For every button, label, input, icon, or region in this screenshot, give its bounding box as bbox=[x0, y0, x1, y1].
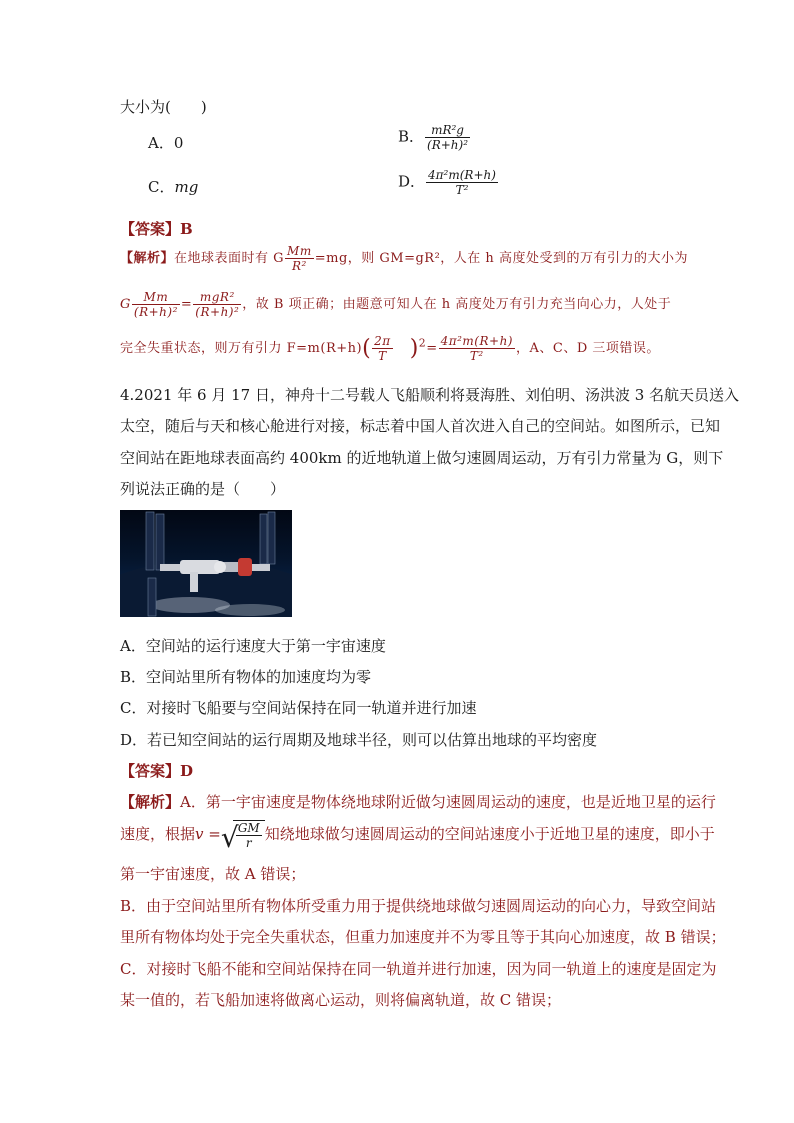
q4-analysis-line2 bbox=[120, 820, 715, 854]
numerator: 4π²m(R+h) bbox=[440, 334, 513, 348]
q4-stem-line3: 空间站在距地球表面高约 400km 的近地轨道上做匀速圆周运动，万有引力常量为 G，则下 bbox=[120, 449, 724, 467]
option-a bbox=[148, 133, 183, 153]
option-a-label: A． bbox=[148, 134, 174, 152]
paren-open: ( bbox=[362, 336, 372, 361]
analysis-text: 在地球表面时有 G bbox=[174, 251, 285, 266]
option-c-label: C． bbox=[148, 178, 175, 196]
paren-close: ) bbox=[409, 336, 419, 361]
q4-analysis-line1 bbox=[120, 792, 716, 812]
answer-prev: 【答案】B bbox=[120, 220, 193, 238]
option-b-denominator: (R+h)² bbox=[427, 138, 469, 152]
analysis-tag: 【解析】 bbox=[120, 793, 181, 811]
q4-option-d: D．若已知空间站的运行周期及地球半径，则可以估算出地球的平均密度 bbox=[120, 731, 598, 749]
q4-option-a: A．空间站的运行速度大于第一宇宙速度 bbox=[120, 637, 386, 655]
denominator: T bbox=[378, 349, 387, 363]
analysis-text: 速度，根据 bbox=[120, 825, 196, 843]
fraction bbox=[285, 244, 314, 273]
q4-stem-line1: 4.2021 年 6 月 17 日，神舟十二号载人飞船顺利将聂海胜、刘伯明、汤洪波 3 名航天员送入 bbox=[120, 386, 740, 404]
numerator: GM bbox=[237, 821, 260, 835]
analysis-text: A．第一宇宙速度是物体绕地球附近做匀速圆周运动的速度，也是近地卫星的运行 bbox=[180, 793, 716, 811]
analysis-tag: 【解析】 bbox=[120, 251, 175, 266]
fraction bbox=[372, 334, 393, 363]
formula-v: v = bbox=[195, 825, 221, 843]
option-b-label: B． bbox=[398, 127, 425, 146]
analysis-text: G bbox=[120, 297, 131, 312]
analysis-prev-line1 bbox=[120, 244, 688, 273]
fraction bbox=[132, 290, 180, 319]
analysis-text: = bbox=[180, 297, 193, 312]
option-d-denominator: T² bbox=[455, 183, 469, 197]
numerator: mgR² bbox=[193, 290, 241, 305]
analysis-text: ，故 B 项正确；由题意可知人在 h 高度处万有引力充当向心力，人处于 bbox=[242, 297, 672, 312]
option-d bbox=[398, 168, 499, 197]
q4-analysis-line5: 里所有物体均处于完全失重状态，但重力加速度并不为零且等于其向心加速度，故 B 错误； bbox=[120, 928, 726, 946]
space-station-illustration bbox=[120, 510, 292, 617]
denominator: T² bbox=[469, 349, 484, 363]
numerator: 2π bbox=[374, 334, 391, 348]
analysis-text: ，A、C、D 三项错误。 bbox=[516, 341, 660, 356]
analysis-prev-line3 bbox=[120, 334, 660, 363]
analysis-text: 完全失重状态，则万有引力 F=m(R+h) bbox=[120, 341, 363, 356]
denominator: r bbox=[245, 836, 252, 850]
option-b-fraction bbox=[425, 123, 470, 152]
q4-analysis-line6: C．对接时飞船不能和空间站保持在同一轨道并进行加速，因为同一轨道上的速度是固定为 bbox=[120, 960, 717, 978]
option-b-numerator: mR²g bbox=[425, 123, 470, 138]
numerator: Mm bbox=[287, 244, 312, 258]
question-stem-tail: 大小为( ) bbox=[120, 98, 207, 116]
answer-q4: 【答案】D bbox=[120, 762, 194, 780]
q4-stem-line2: 太空，随后与天和核心舱进行对接，标志着中国人首次进入自己的空间站。如图所示，已知 bbox=[120, 417, 721, 435]
denominator: (R+h)² bbox=[195, 305, 240, 319]
option-c bbox=[148, 177, 198, 197]
option-c-text: mg bbox=[174, 178, 199, 196]
denominator: (R+h)² bbox=[133, 305, 178, 319]
q4-option-b: B．空间站里所有物体的加速度均为零 bbox=[120, 668, 372, 686]
option-a-text: 0 bbox=[173, 134, 184, 152]
analysis-text: 知绕地球做匀速圆周运动的空间站速度小于近地卫星的速度，即小于 bbox=[264, 825, 715, 843]
option-d-fraction bbox=[426, 168, 498, 197]
option-d-numerator: 4π²m(R+h) bbox=[428, 168, 496, 182]
q4-analysis-line3: 第一宇宙速度，故 A 错误； bbox=[120, 865, 306, 883]
fraction bbox=[193, 290, 241, 319]
analysis-text: = bbox=[426, 341, 438, 356]
analysis-text: =mg，则 GM=gR²，人在 h 高度处受到的万有引力的大小为 bbox=[314, 251, 688, 266]
q4-stem-line4: 列说法正确的是（ ） bbox=[120, 480, 286, 498]
option-b bbox=[398, 123, 471, 152]
fraction bbox=[439, 334, 515, 363]
q4-analysis-line7: 某一值的，若飞船加速将做离心运动，则将偏离轨道，故 C 错误； bbox=[120, 991, 562, 1009]
q4-option-c: C．对接时飞船要与空间站保持在同一轨道并进行加速 bbox=[120, 699, 477, 717]
denominator: R² bbox=[291, 259, 307, 273]
space-station-photo bbox=[120, 510, 292, 617]
option-d-label: D． bbox=[398, 172, 426, 191]
sqrt-formula bbox=[220, 820, 265, 854]
numerator: Mm bbox=[132, 290, 180, 305]
analysis-prev-line2 bbox=[120, 290, 671, 319]
exponent: 2 bbox=[418, 336, 427, 350]
radical-sign: √ bbox=[220, 821, 239, 854]
q4-analysis-line4: B．由于空间站里所有物体所受重力用于提供绕地球做匀速圆周运动的向心力，导致空间站 bbox=[120, 897, 717, 915]
